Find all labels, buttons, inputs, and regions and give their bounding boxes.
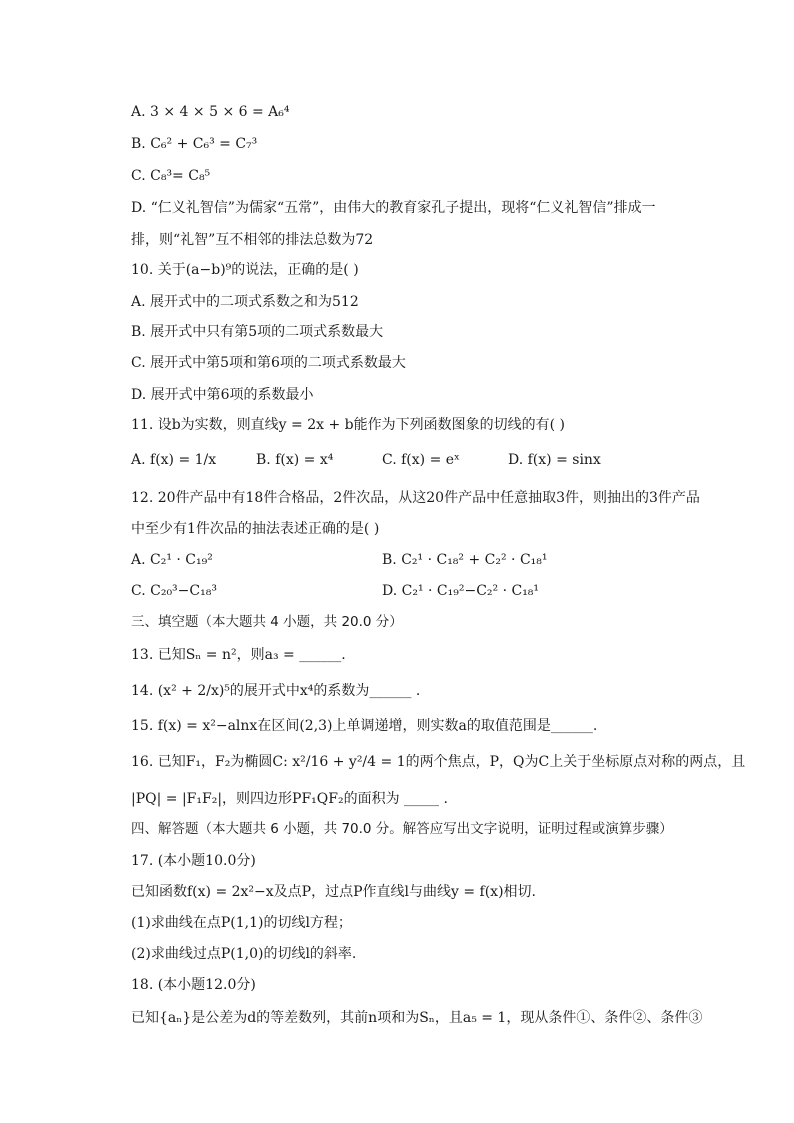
q10-option-d: D. 展开式中第6项的系数最小 [131, 387, 314, 403]
q11-option-a: A. f(x) = 1/x [131, 452, 217, 468]
q9-option-b: B. C₆² + C₆³ = C₇³ [131, 136, 258, 152]
q9-option-c: C. C₈³= C₈⁵ [131, 168, 211, 184]
q12-option-c: C. C₂₀³−C₁₈³ [131, 583, 217, 599]
q12-option-a: A. C₂¹ · C₁₉² [131, 552, 213, 568]
q17-stem: 已知函数f(x) = 2x²−x及点P，过点P作直线l与曲线y = f(x)相切. [131, 884, 536, 900]
q17-part2: (2)求曲线过点P(1,0)的切线l的斜率. [131, 946, 357, 962]
q13: 13. 已知Sₙ = n²，则a₃ = ______. [131, 647, 346, 663]
q11-option-d: D. f(x) = sinx [508, 452, 601, 468]
section-4-heading: 四、解答题（本大题共 6 小题，共 70.0 分。解答应写出文字说明，证明过程或演算步骤） [131, 821, 673, 837]
q9-option-a: A. 3 × 4 × 5 × 6 = A₆⁴ [131, 104, 290, 120]
q16-line2: |PQ| = |F₁F₂|，则四边形PF₁QF₂的面积为 _____ . [131, 791, 448, 807]
q11-option-c: C. f(x) = eˣ [382, 452, 460, 468]
q12-stem-line2: 中至少有1件次品的抽法表述正确的是( ) [131, 521, 380, 537]
q10-option-a: A. 展开式中的二项式系数之和为512 [131, 294, 359, 310]
q17-heading: 17. (本小题10.0分) [131, 853, 256, 869]
q12-option-d: D. C₂¹ · C₁₉²−C₂² · C₁₈¹ [382, 583, 540, 599]
q11-stem: 11. 设b为实数，则直线y = 2x + b能作为下列函数图象的切线的有( ) [131, 417, 565, 433]
q10-option-b: B. 展开式中只有第5项的二项式系数最大 [131, 324, 384, 340]
q11-option-b: B. f(x) = x⁴ [256, 452, 334, 468]
q12-stem-line1: 12. 20件产品中有18件合格品，2件次品，从这20件产品中任意抽取3件，则抽出的3件产品 [131, 490, 700, 506]
q18-heading: 18. (本小题12.0分) [131, 977, 256, 993]
q17-part1: (1)求曲线在点P(1,1)的切线l方程； [131, 915, 352, 931]
q15: 15. f(x) = x²−alnx在区间(2,3)上单调递增，则实数a的取值范围是______. [131, 718, 598, 734]
q9-option-d-line2: 排，则“礼智”互不相邻的排法总数为72 [131, 232, 374, 248]
q10-option-c: C. 展开式中第5项和第6项的二项式系数最大 [131, 355, 406, 371]
section-3-heading: 三、填空题（本大题共 4 小题，共 20.0 分） [131, 614, 403, 630]
q12-option-b: B. C₂¹ · C₁₈² + C₂² · C₁₈¹ [382, 552, 548, 568]
q16-line1: 16. 已知F₁，F₂为椭圆C: x²/16 + y²/4 = 1的两个焦点，P，Q为C上关于坐标原点对称的两点，且 [131, 754, 746, 770]
q18-stem: 已知{aₙ}是公差为d的等差数列，其前n项和为Sₙ，且a₅ = 1，现从条件①、条件②、条件③ [131, 1010, 703, 1026]
q9-option-d-line1: D. “仁义礼智信”为儒家“五常”，由伟大的教育家孔子提出，现将“仁义礼智信”排成一 [131, 200, 656, 216]
q10-stem: 10. 关于(a−b)⁹的说法，正确的是( ) [131, 262, 359, 278]
q14: 14. (x² + 2/x)⁵的展开式中x⁴的系数为______ . [131, 683, 421, 699]
